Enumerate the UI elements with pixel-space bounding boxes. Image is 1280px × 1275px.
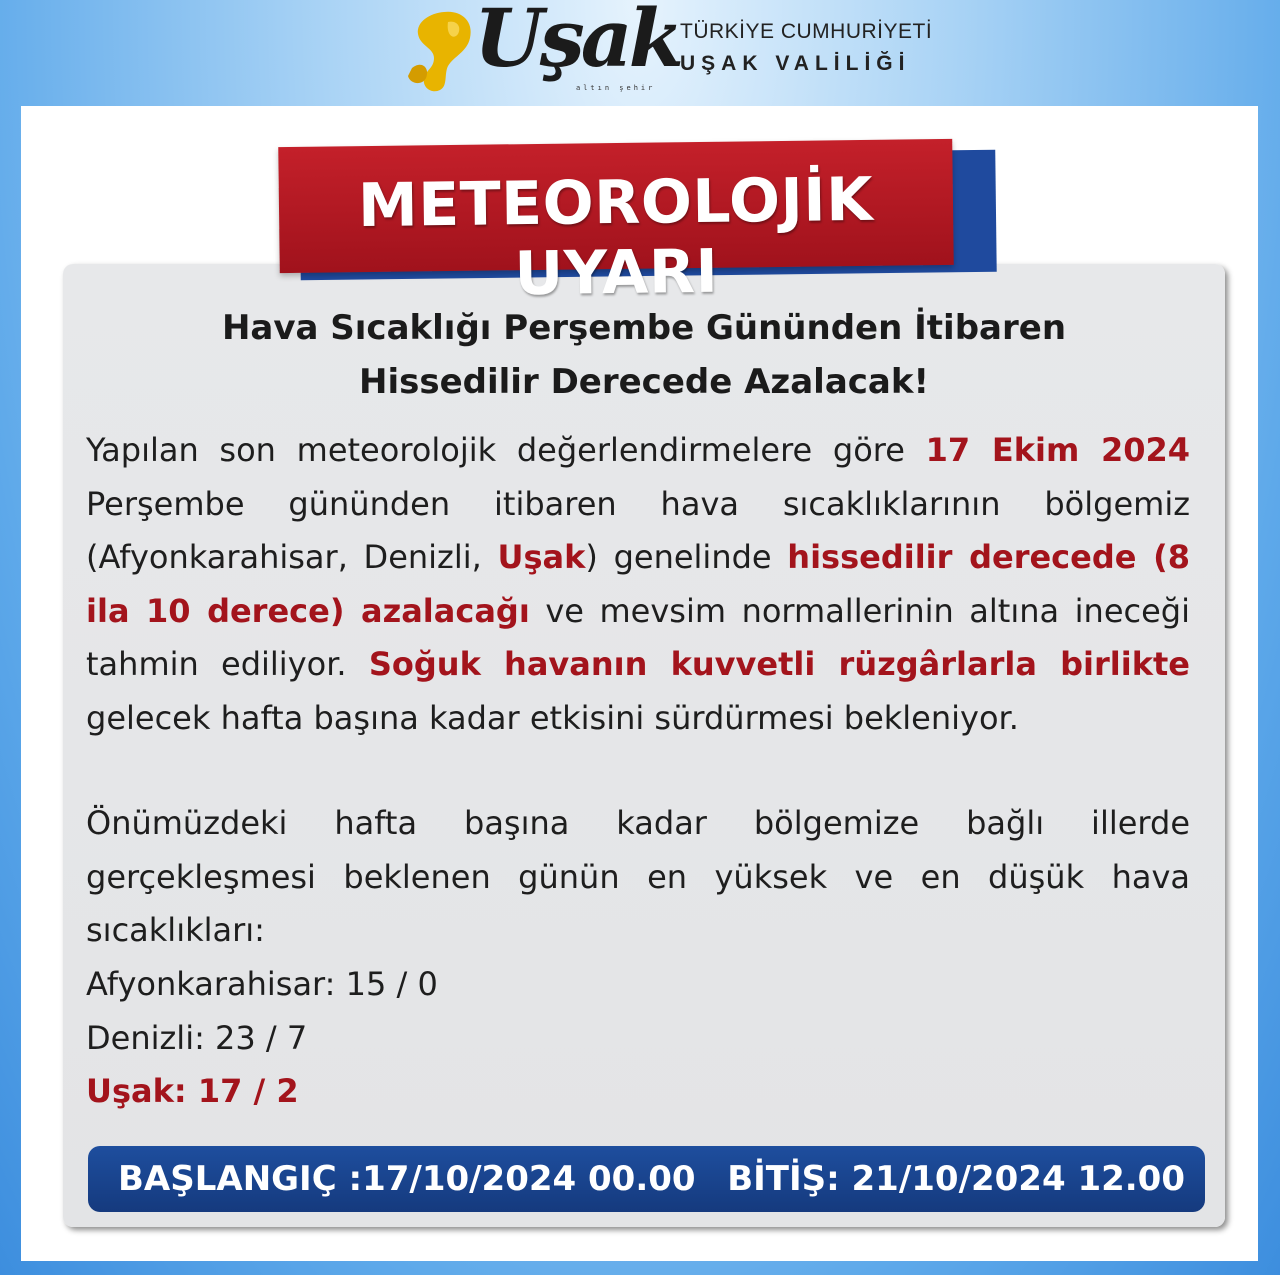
validity-end: BİTİŞ: 21/10/2024 12.00 (727, 1159, 1185, 1199)
temperature-afyonkarahisar: Afyonkarahisar: 15 / 0 (86, 965, 438, 1003)
gov-line-governorship: UŞAK VALİLİĞİ (680, 52, 911, 75)
headline-line-1: Hava Sıcaklığı Perşembe Gününden İtibaren (221, 308, 1067, 348)
header (0, 0, 1280, 106)
highlight-date: 17 Ekim 2024 (925, 431, 1191, 469)
body-text: gelecek hafta başına kadar etkisini sürdürmesi bekleniyor. (86, 698, 1019, 737)
logo-figure-icon (404, 8, 484, 94)
body-paragraph-2: Önümüzdeki hafta başına kadar bölgemize bağlı illerde gerçekleşmesi beklenen günün en yüksek ve en düşük hava sıcaklıkları: (86, 804, 1190, 949)
logo-subtext: altın şehir (576, 84, 656, 92)
body-text: Perşembe gününden itibaren hava sıcaklıklarının bölgemiz (Afyonkarahisar, Denizli, (86, 484, 1190, 576)
highlight-temperature-drop: hissedilir derecede (8 ila 10 derece) azalacağı (86, 538, 1190, 630)
highlight-wind: Soğuk havanın kuvvetli rüzgârlarla birlikte (368, 645, 1191, 683)
headline-line-2: Hissedilir Derecede Azalacak! (359, 362, 929, 402)
temperature-usak: Uşak: 17 / 2 (86, 1072, 299, 1110)
body-text: Yapılan son meteorolojik değerlendirmelere göre (86, 431, 926, 469)
body-paragraph-1 (86, 424, 1190, 745)
gov-line-republic: TÜRKİYE CUMHURİYETİ (680, 20, 933, 43)
temperature-denizli: Denizli: 23 / 7 (86, 1019, 308, 1057)
body-text: ) genelinde (585, 538, 788, 576)
highlight-usak: Uşak (497, 538, 586, 576)
body-text: ve mevsim normallerinin altına ineceği tahmin ediliyor. (86, 591, 1191, 683)
logo-wordmark: Uşak (474, 0, 681, 85)
banner-title: METEOROLOJİK UYARI (357, 164, 874, 310)
validity-start: BAŞLANGIÇ :17/10/2024 00.00 (118, 1159, 696, 1199)
